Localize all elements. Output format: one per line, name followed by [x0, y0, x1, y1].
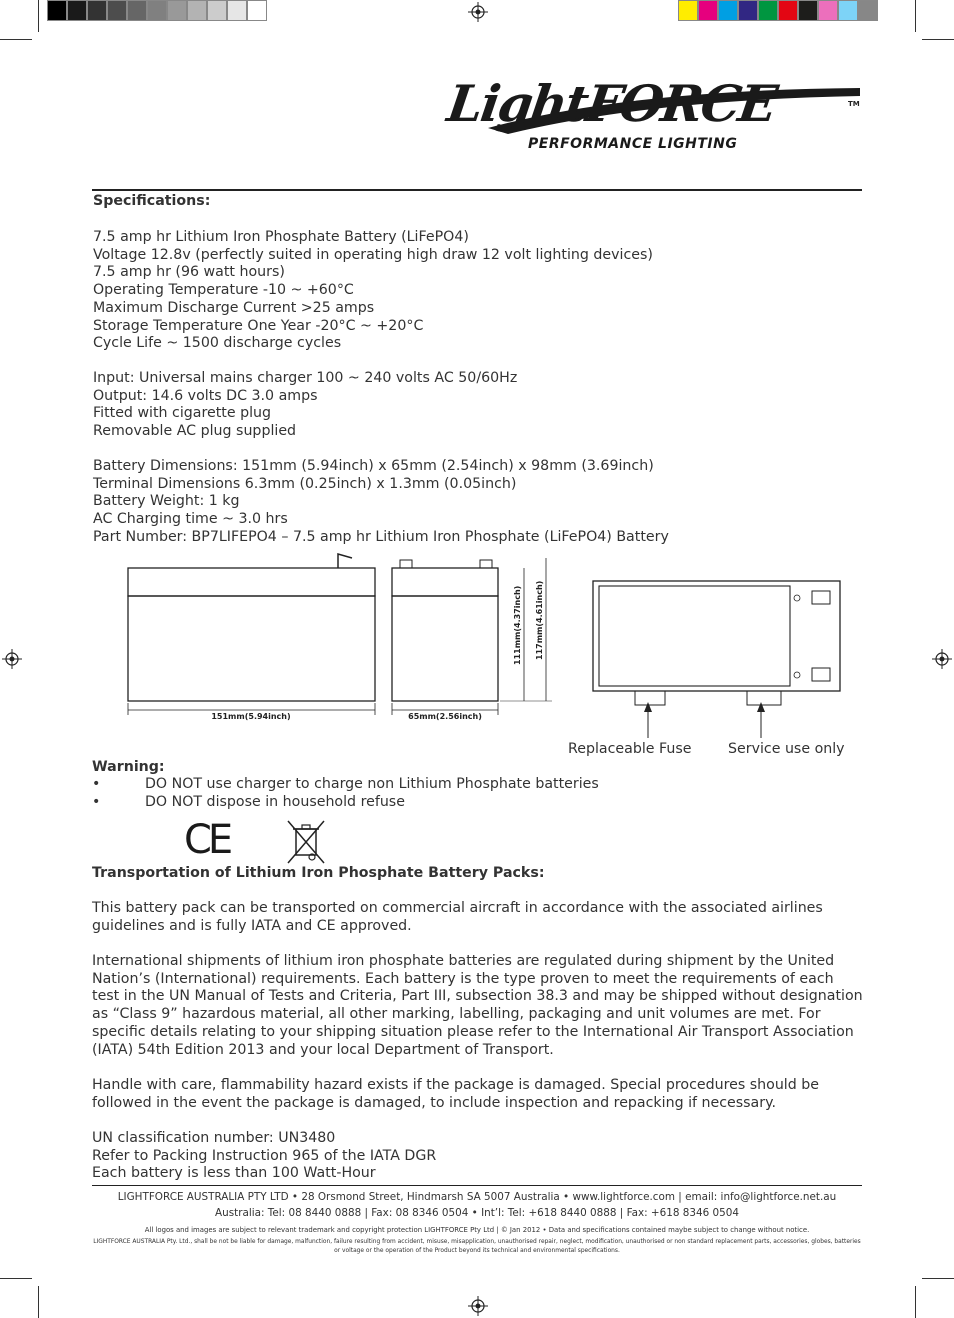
transport-paragraph-3: Handle with care, flammability hazard exists if the package is damaged. Special procedures should be followed in the event the package is damaged, to include inspection and repacking if necessary.: [92, 1077, 819, 1111]
warning-item-text: DO NOT use charger to charge non Lithium Phosphate batteries: [145, 776, 599, 792]
specifications-heading: Specifications:: [93, 193, 211, 209]
footer-disclaimer: LIGHTFORCE AUSTRALIA Pty. Ltd., shall be not be liable for damage, malfunction, failure resulting from accident, misuse, misapplication, unauthorised repair, neglect, modification, unauthorised or non standard replacement parts, accessories, globes, batteries or voltage or the operation of the Product beyond its technical and environmental specifications.: [93, 1239, 861, 1254]
logo-tagline: PERFORMANCE LIGHTING: [528, 136, 738, 152]
footer-copyright: All logos and images are subject to relevant trademark and copyright protection LIGHTFORCE Pty Ltd | © Jan 2012 • Data and specifications contained maybe subject to change without notice.: [144, 1226, 810, 1234]
spec-line: Storage Temperature One Year -20°C ~ +20°C: [93, 317, 424, 334]
battery-front-view: [128, 554, 375, 721]
header-rule: [92, 189, 862, 191]
color-swatch: [778, 0, 798, 21]
registration-mark-icon: [2, 649, 22, 669]
grayscale-bar: [47, 0, 267, 21]
gray-swatch: [187, 0, 207, 21]
color-swatch: [678, 0, 698, 21]
warning-item-text: DO NOT dispose in household refuse: [145, 793, 405, 810]
registration-mark-icon: [468, 2, 488, 22]
transport-line: UN classification number: UN3480: [92, 1130, 336, 1146]
lightforce-logo: [443, 70, 868, 170]
gray-swatch: [87, 0, 107, 21]
footer-address: LIGHTFORCE AUSTRALIA PTY LTD • 28 Orsmond Street, Hindmarsh SA 5007 Australia • www.lightforce.com | email: info@lightforce.net.au: [117, 1191, 837, 1203]
depth-dimension-label: 65mm(2.56inch): [408, 712, 482, 721]
transport-heading: Transportation of Lithium Iron Phosphate Battery Packs:: [92, 865, 545, 881]
warning-list: [92, 776, 599, 811]
spec-line: Battery Weight: 1 kg: [93, 493, 240, 510]
color-swatch: [738, 0, 758, 21]
weee-bin-icon: [286, 819, 326, 865]
battery-diagram: [100, 540, 860, 740]
crop-mark: [0, 1278, 32, 1279]
crop-mark: [38, 1286, 39, 1318]
un-classification-lines: [92, 1130, 436, 1183]
spec-line: Operating Temperature -10 ~ +60°C: [93, 282, 354, 299]
warning-heading: Warning:: [92, 759, 165, 775]
gray-swatch: [207, 0, 227, 21]
spec-line: AC Charging time ~ 3.0 hrs: [93, 511, 288, 528]
height-dimension-label-2: 117mm(4.61inch): [535, 580, 544, 660]
color-bar: [678, 0, 878, 21]
color-swatch: [858, 0, 878, 21]
width-dimension-label: 151mm(5.94inch): [211, 712, 291, 721]
spec-line: 7.5 amp hr Lithium Iron Phosphate Battery (LiFePO4): [93, 229, 469, 245]
color-swatch: [818, 0, 838, 21]
spec-line: Removable AC plug supplied: [93, 423, 297, 440]
color-swatch: [758, 0, 778, 21]
color-swatch: [698, 0, 718, 21]
gray-swatch: [47, 0, 67, 21]
footer-rule: [92, 1185, 862, 1186]
transport-paragraph-1: This battery pack can be transported on commercial aircraft in accordance with the associated airlines guidelines and is fully IATA and CE approved.: [92, 900, 823, 934]
spec-line: Voltage 12.8v (perfectly suited in operating high draw 12 volt lighting devices): [93, 246, 653, 263]
height-dimension-label-1: 111mm(4.37inch): [513, 585, 522, 665]
ce-mark-icon: CE: [184, 817, 230, 863]
gray-swatch: [227, 0, 247, 21]
spec-group-2: [93, 370, 517, 441]
battery-top-view: [593, 581, 840, 738]
registration-mark-icon: [932, 649, 952, 669]
service-label: Service use only: [728, 741, 845, 757]
warning-item: [92, 794, 599, 812]
bullet-icon: •: [92, 776, 101, 792]
gray-swatch: [107, 0, 127, 21]
gray-swatch: [247, 0, 267, 21]
crop-mark: [38, 0, 39, 32]
spec-line: Part Number: BP7LIFEPO4 – 7.5 amp hr Lithium Iron Phosphate (LiFePO4) Battery: [93, 528, 669, 545]
transport-paragraph-2: International shipments of lithium iron phosphate batteries are regulated during shipment by the United Nation’s (International) requirements. Each battery is the type proven to meet the requirements of each test in the UN Manual of Tests and Criteria, Part III, subsection 38.3 and may be shipped without designation as “Class 9” hazardous material, all other marking, labelling, packaging and unit volumes are met. For specific details relating to your shipping situation please refer to the International Air Transport Association (IATA) 54th Edition 2013 and your local Department of Transport.: [92, 953, 863, 1058]
spec-line: Battery Dimensions: 151mm (5.94inch) x 65mm (2.54inch) x 98mm (3.69inch): [93, 458, 654, 474]
spec-line: Terminal Dimensions 6.3mm (0.25inch) x 1.3mm (0.05inch): [93, 475, 517, 492]
crop-mark: [922, 39, 954, 40]
transport-line: Refer to Packing Instruction 965 of the IATA DGR: [92, 1147, 437, 1164]
spec-line: Fitted with cigarette plug: [93, 405, 272, 422]
battery-side-view: [392, 558, 552, 721]
spec-group-3: [93, 458, 669, 547]
color-swatch: [798, 0, 818, 21]
gray-swatch: [127, 0, 147, 21]
color-swatch: [718, 0, 738, 21]
transport-line: Each battery is less than 100 Watt-Hour: [92, 1165, 376, 1182]
spec-line: Output: 14.6 volts DC 3.0 amps: [93, 387, 318, 404]
spec-line: Cycle Life ~ 1500 discharge cycles: [93, 335, 342, 352]
crop-mark: [915, 0, 916, 32]
logo-tm: TM: [848, 100, 860, 108]
fuse-label: Replaceable Fuse: [568, 741, 692, 757]
footer-phone: Australia: Tel: 08 8440 0888 | Fax: 08 8346 0504 • Int’l: Tel: +618 8440 0888 | Fax: +618 8346 0504: [215, 1207, 739, 1219]
crop-mark: [915, 1286, 916, 1318]
gray-swatch: [147, 0, 167, 21]
color-swatch: [838, 0, 858, 21]
warning-item: [92, 776, 599, 794]
bullet-icon: •: [92, 793, 101, 810]
gray-swatch: [67, 0, 87, 21]
spec-line: Maximum Discharge Current >25 amps: [93, 299, 375, 316]
crop-mark: [0, 39, 32, 40]
spec-line: Input: Universal mains charger 100 ~ 240 volts AC 50/60Hz: [93, 370, 518, 386]
registration-mark-icon: [468, 1296, 488, 1316]
spec-line: 7.5 amp hr (96 watt hours): [93, 264, 285, 281]
crop-mark: [922, 1278, 954, 1279]
spec-group-1: [93, 229, 653, 353]
logo-brand-text: LightFORCE: [443, 74, 780, 133]
gray-swatch: [167, 0, 187, 21]
